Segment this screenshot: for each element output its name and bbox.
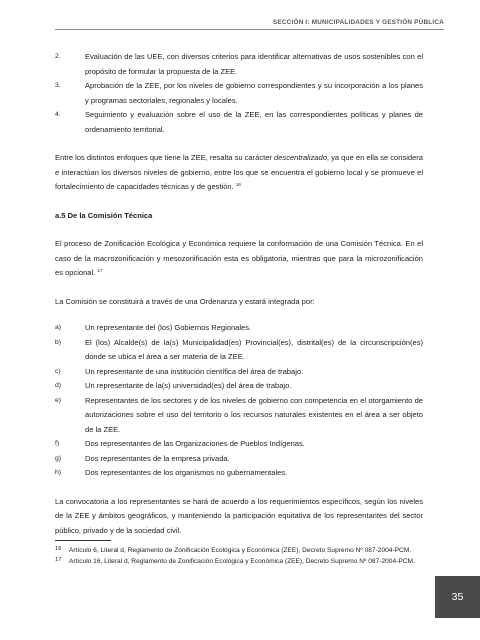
main-content [55,50,423,538]
list-item-text: Dos representantes de las Organizaciones de Pueblos Indígenas. [85,439,305,448]
footnote-text: Artículo 16, Literal d, Reglamento de Zonificación Ecológica y Económica (ZEE), Decreto Supremo Nº 087-2004-PCM. [69,558,415,566]
list-marker: d) [55,382,62,389]
list-item-text: El (los) Alcalde(s) de la(s) Municipalidad(es) Provincial(es), distrital(es) de la circunscripción(es) donde se ubica el área a ser materia de la ZEE. [85,337,423,361]
list-item [55,79,423,108]
section-header: SECCIÓN I: MUNICIPALIDADES Y GESTIÓN PÚBLICA [272,19,444,26]
footnote-divider [55,540,111,541]
list-item-text: Seguimiento y evaluación sobre el uso de la ZEE, en las correspondientes políticas y planes de ordenamiento territorial. [85,110,423,134]
header-divider [55,29,444,30]
paragraph-convocatoria: La convocatoria a los representantes se hará de acuerdo a los requerimientos específicos, según los niveles de la ZEE y ámbitos geográficos, y manteniendo la participación equitativa de los representantes del sector público, privado y de la sociedad civil. [55,496,423,535]
footnote-ref-17[interactable]: 17 [97,268,103,273]
footnote-17 [55,557,420,566]
list-item-text: Aprobación de la ZEE, por los niveles de gobierno correspondientes y su incorporación a los planes y programas sectoriales, regionales y locales. [85,81,423,105]
list-item-text: Dos representantes de la empresa privada. [85,453,230,463]
footnote-16 [55,546,420,555]
section-heading: a.5 De la Comisión Técnica [55,210,153,220]
list-marker: 3. [55,82,61,89]
list-item-text: Representantes de los sectores y de los niveles de gobierno con competencia en el otorgamiento de autorizaciones sobre el uso del territorio o los recursos naturales existentes en el área a ser objeto de la ZEE. [85,395,423,434]
list-item [55,394,423,438]
list-item [55,379,423,394]
lettered-list [55,321,423,481]
list-item [55,452,423,467]
paragraph-ordenanza: La Comisión se constituirá a través de una Ordenanza y estará integrada por: [55,296,315,306]
list-marker: b) [55,338,62,346]
footnote-text: Artículo 6, Literal d, Reglamento de Zonificación Ecológica y Económica (ZEE), Decreto Supremo Nº 087-2004-PCM. [69,547,412,554]
list-marker: c) [55,367,61,375]
paragraph-comision [55,237,423,281]
emphasized-text: descentralizado [274,153,327,162]
list-item [55,336,423,365]
list-item [55,365,423,380]
list-marker: f) [55,440,60,447]
list-item [55,108,423,137]
footnote-number: 16 [55,546,62,552]
list-marker: e) [55,396,62,404]
list-item-text: Un representante del (los) Gobiernos Regionales. [85,323,252,332]
numbered-list [55,50,423,137]
list-item-text: Evaluación de las UEE, con diversos criterios para identificar alternativas de usos sostenibles con el propósito de formular la propuesta de la ZEE. [85,52,423,76]
footnote-number: 17 [55,557,62,564]
list-marker: 2. [55,53,61,60]
page-number-badge [435,576,480,618]
paragraph-text: El proceso de Zonificación Ecológica y Económica requiere la conformación de una Comisión Técnica. En el caso de la macrozonificación y mesozonificación esta es obligatoria, mientras que para la microzonificación es opcional. [55,239,423,277]
paragraph-text: , ya que en ella se considera e interactúan los diversos niveles de gobierno, entre los que se encuentra el gobierno local y se promueve el fortalecimiento de capacidades técnicas y de gestión. [55,153,424,191]
page-number: 35 [451,591,464,603]
footnotes [55,546,420,569]
footnote-ref-16[interactable]: 16 [235,182,241,187]
list-item-text: Dos representantes de los organismos no gubernamentales. [85,468,288,477]
list-marker: a) [55,324,62,331]
list-marker: 4. [55,111,61,118]
list-item [55,321,423,336]
paragraph-decentralized [55,151,423,195]
list-item-text: Un representante de la(s) universidad(es) del área de trabajo. [85,381,292,390]
list-item-text: Un representante de una institución científica del área de trabajo. [85,366,304,376]
list-item [55,50,423,79]
paragraph-text: Entre los distintos enfoques que tiene la ZEE, resalta su carácter [55,153,275,162]
list-marker: g) [55,454,62,462]
list-item [55,466,423,481]
list-marker: h) [55,469,62,476]
list-item [55,437,423,452]
